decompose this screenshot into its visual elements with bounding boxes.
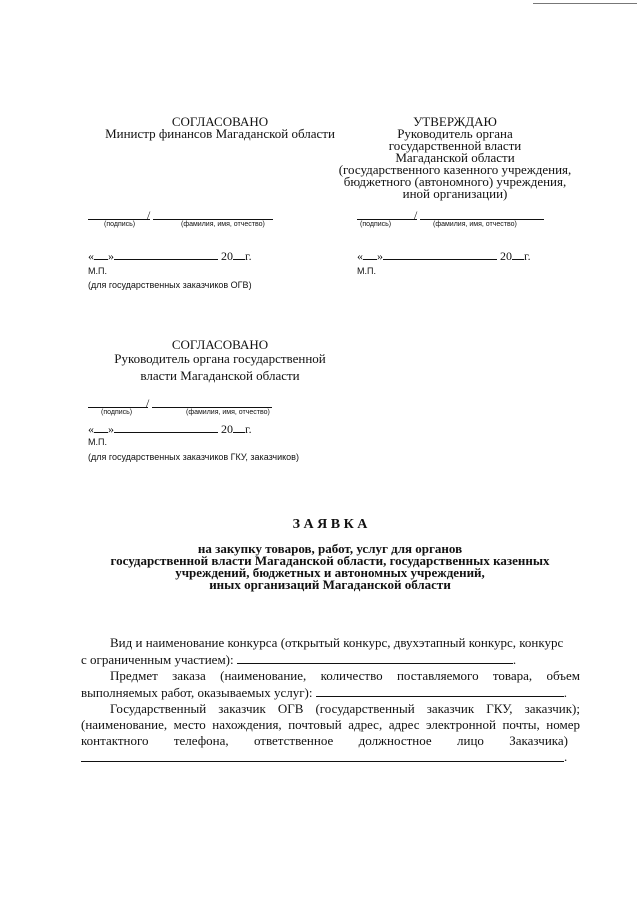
title-sub-1: на закупку товаров, работ, услуг для органов [197,541,463,556]
name-line [420,219,544,220]
approval-right-position-6: иной организации) [402,186,508,201]
name-line [153,219,273,220]
signature-line [357,219,417,220]
title-sub-3: учреждений, бюджетных и автономных учреждений, [175,565,485,580]
name-label: (фамилия, имя, отчество) [181,221,265,228]
sign-label: (подпись) [360,221,392,228]
title-main: З А Я В К А [292,517,368,532]
title-sub-2: государственной власти Магаданской области, государственных казенных [110,553,550,568]
name-label: (фамилия, имя, отчество) [186,409,270,416]
slash: / [147,208,151,222]
sign-label: (подпись) [104,221,136,228]
approval-middle-note: (для государственных заказчиков ГКУ, заказчиков) [88,452,299,462]
approval-middle-position-2: власти Магаданской области [140,368,300,383]
slash: / [414,208,418,222]
signature-line [88,407,148,408]
approval-right-position-5: бюджетного (автономного) учреждения, [343,174,567,189]
approval-right-position-1: Руководитель органа [397,126,513,141]
p3-answer-line [81,761,564,762]
date-line: « » 20 г. [88,422,252,436]
sign-label: (подпись) [101,409,133,416]
p3-line2: (наименование, место нахождения, почтовый адрес, адрес электронной почты, номер [81,717,580,732]
seal-mark: М.П. [88,266,107,276]
approval-right-position-3: Магаданской области [395,150,515,165]
approval-right-position-2: государственной власти [388,138,522,153]
date-line: « » 20 г. [88,249,252,263]
title-sub-4: иных организаций Магаданской области [209,577,451,592]
approval-left-heading: СОГЛАСОВАНО [171,114,269,129]
p1-line1: Вид и наименование конкурса (открытый конкурс, двухэтапный конкурс, конкурс [110,635,564,650]
date-line: « » 20 г. [357,249,531,263]
approval-left-position: Министр финансов Магаданской области [105,126,335,141]
p3-line1: Государственный заказчик ОГВ (государственный заказчик ГКУ, заказчик); [110,701,580,716]
approval-middle-position-1: Руководитель органа государственной [114,351,326,366]
seal-mark: М.П. [88,437,107,447]
p1-line2: с ограниченным участием): . [81,652,517,667]
signature-line [88,219,150,220]
name-label: (фамилия, имя, отчество) [433,221,517,228]
approval-left-note: (для государственных заказчиков ОГВ) [88,280,252,290]
p3-period: . [564,749,568,764]
approval-right-position-4: (государственного казенного учреждения, [338,162,572,177]
seal-mark: М.П. [357,266,376,276]
approval-right-heading: УТВЕРЖДАЮ [413,114,497,129]
top-right-rule [533,3,637,4]
p2-line1: Предмет заказа (наименование, количество поставляемого товара, объем [110,668,580,683]
slash: / [146,396,150,410]
approval-middle-heading: СОГЛАСОВАНО [171,337,269,352]
name-line [152,407,272,408]
p2-line2: выполняемых работ, оказываемых услуг): . [81,685,567,700]
p3-line3: контактного телефона, ответственное должностное лицо Заказчика) [81,733,568,748]
